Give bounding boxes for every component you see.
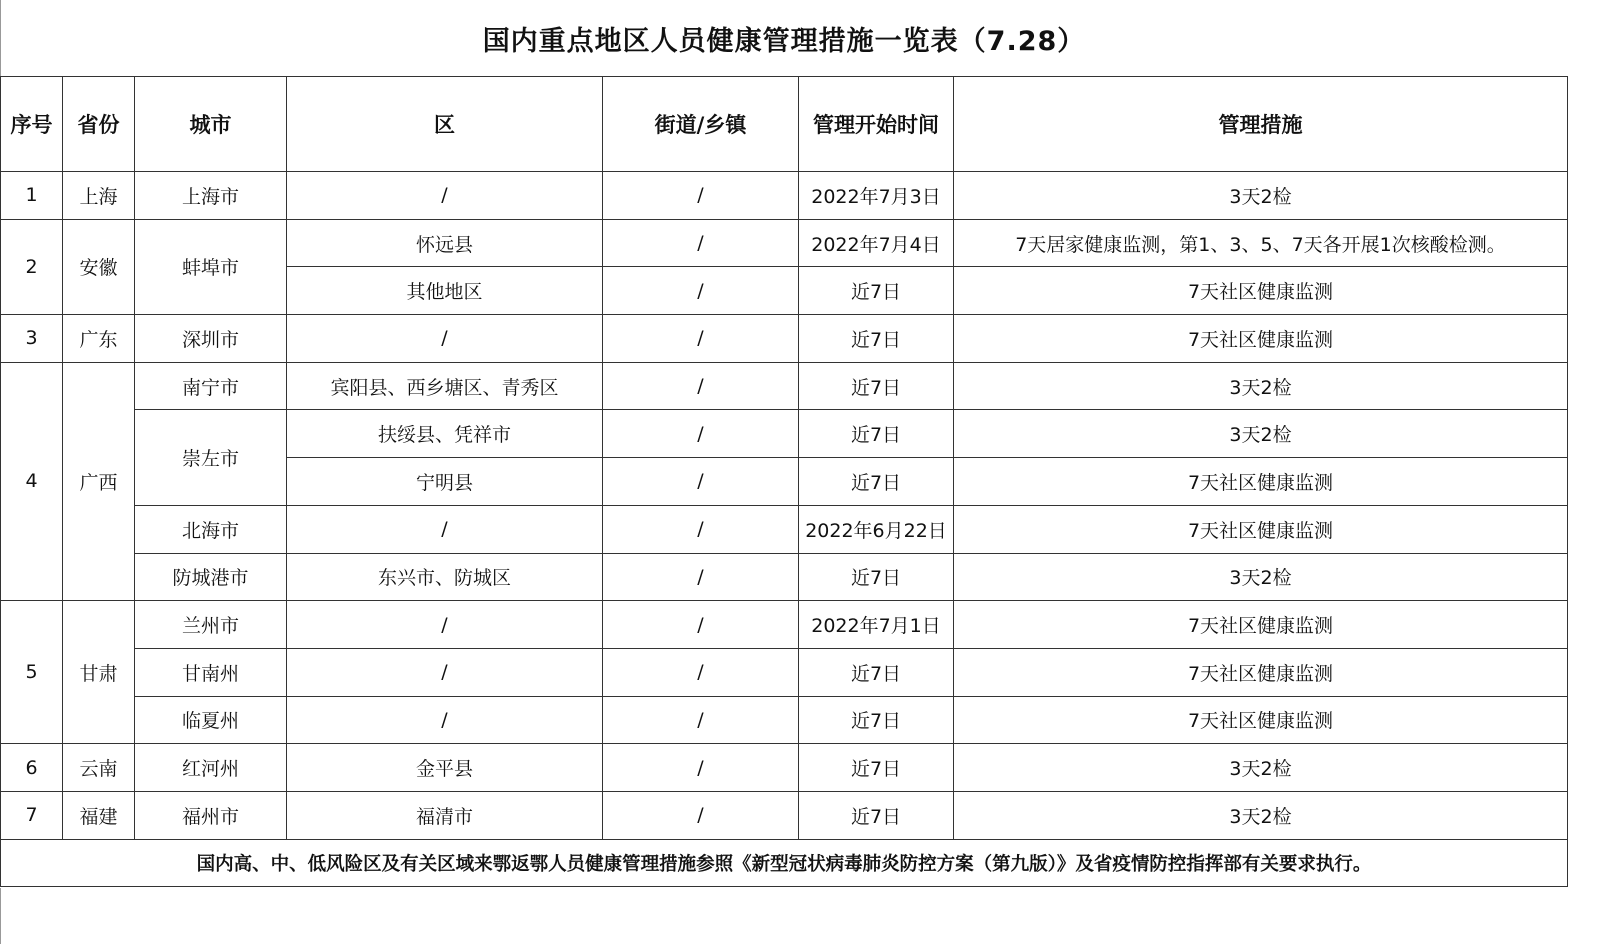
row-number: 7 bbox=[1, 791, 63, 839]
province-cell: 广西 bbox=[63, 362, 135, 600]
table-row bbox=[1, 696, 1568, 744]
district-cell: 其他地区 bbox=[287, 267, 603, 315]
district-cell: / bbox=[287, 648, 603, 696]
header-street: 街道/乡镇 bbox=[603, 77, 799, 172]
province-cell: 安徽 bbox=[63, 219, 135, 314]
header-district: 区 bbox=[287, 77, 603, 172]
city-cell: 甘南州 bbox=[135, 648, 287, 696]
district-cell: 扶绥县、凭祥市 bbox=[287, 410, 603, 458]
table-body bbox=[1, 172, 1568, 840]
table-row bbox=[1, 505, 1568, 553]
start-time-cell: 近7日 bbox=[799, 553, 954, 601]
measure-cell: 3天2检 bbox=[954, 172, 1568, 220]
district-cell: 金平县 bbox=[287, 744, 603, 792]
measure-cell: 3天2检 bbox=[954, 744, 1568, 792]
street-cell: / bbox=[603, 219, 799, 267]
table-row bbox=[1, 744, 1568, 792]
row-number: 1 bbox=[1, 172, 63, 220]
province-cell: 甘肃 bbox=[63, 601, 135, 744]
health-measures-table bbox=[0, 76, 1568, 887]
street-cell: / bbox=[603, 744, 799, 792]
district-cell: 宾阳县、西乡塘区、青秀区 bbox=[287, 362, 603, 410]
district-cell: 怀远县 bbox=[287, 219, 603, 267]
city-cell: 崇左市 bbox=[135, 410, 287, 505]
measure-cell: 3天2检 bbox=[954, 553, 1568, 601]
start-time-cell: 近7日 bbox=[799, 791, 954, 839]
province-cell: 福建 bbox=[63, 791, 135, 839]
district-cell: 宁明县 bbox=[287, 458, 603, 506]
row-number: 3 bbox=[1, 315, 63, 363]
city-cell: 临夏州 bbox=[135, 696, 287, 744]
row-number: 4 bbox=[1, 362, 63, 600]
city-cell: 兰州市 bbox=[135, 601, 287, 649]
measure-cell: 7天社区健康监测 bbox=[954, 458, 1568, 506]
street-cell: / bbox=[603, 362, 799, 410]
district-cell: / bbox=[287, 601, 603, 649]
table-row bbox=[1, 410, 1568, 458]
start-time-cell: 近7日 bbox=[799, 744, 954, 792]
measure-cell: 7天社区健康监测 bbox=[954, 696, 1568, 744]
footnote: 国内高、中、低风险区及有关区域来鄂返鄂人员健康管理措施参照《新型冠状病毒肺炎防控方案（第九版）》及省疫情防控指挥部有关要求执行。 bbox=[1, 839, 1568, 886]
province-cell: 云南 bbox=[63, 744, 135, 792]
table-row bbox=[1, 219, 1568, 267]
district-cell: 东兴市、防城区 bbox=[287, 553, 603, 601]
city-cell: 红河州 bbox=[135, 744, 287, 792]
table-row bbox=[1, 553, 1568, 601]
city-cell: 北海市 bbox=[135, 505, 287, 553]
street-cell: / bbox=[603, 696, 799, 744]
table-row bbox=[1, 362, 1568, 410]
row-number: 6 bbox=[1, 744, 63, 792]
header-start-time: 管理开始时间 bbox=[799, 77, 954, 172]
street-cell: / bbox=[603, 648, 799, 696]
table-row bbox=[1, 172, 1568, 220]
measure-cell: 7天居家健康监测，第1、3、5、7天各开展1次核酸检测。 bbox=[954, 219, 1568, 267]
street-cell: / bbox=[603, 505, 799, 553]
city-cell: 蚌埠市 bbox=[135, 219, 287, 314]
measure-cell: 3天2检 bbox=[954, 410, 1568, 458]
street-cell: / bbox=[603, 172, 799, 220]
measure-cell: 7天社区健康监测 bbox=[954, 505, 1568, 553]
table-row bbox=[1, 648, 1568, 696]
header-no: 序号 bbox=[1, 77, 63, 172]
street-cell: / bbox=[603, 267, 799, 315]
city-cell: 深圳市 bbox=[135, 315, 287, 363]
measure-cell: 7天社区健康监测 bbox=[954, 648, 1568, 696]
district-cell: 福清市 bbox=[287, 791, 603, 839]
start-time-cell: 2022年6月22日 bbox=[799, 505, 954, 553]
province-cell: 上海 bbox=[63, 172, 135, 220]
city-cell: 上海市 bbox=[135, 172, 287, 220]
measure-cell: 3天2检 bbox=[954, 791, 1568, 839]
start-time-cell: 近7日 bbox=[799, 410, 954, 458]
province-cell: 广东 bbox=[63, 315, 135, 363]
start-time-cell: 近7日 bbox=[799, 458, 954, 506]
table-row bbox=[1, 315, 1568, 363]
district-cell: / bbox=[287, 315, 603, 363]
header-row bbox=[1, 77, 1568, 172]
start-time-cell: 2022年7月4日 bbox=[799, 219, 954, 267]
district-cell: / bbox=[287, 696, 603, 744]
district-cell: / bbox=[287, 505, 603, 553]
bottom-margin bbox=[0, 888, 1567, 944]
measure-cell: 7天社区健康监测 bbox=[954, 315, 1568, 363]
table-row bbox=[1, 791, 1568, 839]
start-time-cell: 2022年7月3日 bbox=[799, 172, 954, 220]
measure-cell: 7天社区健康监测 bbox=[954, 601, 1568, 649]
row-number: 2 bbox=[1, 219, 63, 314]
street-cell: / bbox=[603, 601, 799, 649]
start-time-cell: 近7日 bbox=[799, 267, 954, 315]
street-cell: / bbox=[603, 458, 799, 506]
page-title: 国内重点地区人员健康管理措施一览表（7.28） bbox=[0, 0, 1567, 76]
street-cell: / bbox=[603, 315, 799, 363]
street-cell: / bbox=[603, 553, 799, 601]
footnote-row bbox=[1, 839, 1568, 886]
start-time-cell: 近7日 bbox=[799, 315, 954, 363]
city-cell: 南宁市 bbox=[135, 362, 287, 410]
measure-cell: 3天2检 bbox=[954, 362, 1568, 410]
header-city: 城市 bbox=[135, 77, 287, 172]
start-time-cell: 近7日 bbox=[799, 696, 954, 744]
city-cell: 防城港市 bbox=[135, 553, 287, 601]
row-number: 5 bbox=[1, 601, 63, 744]
city-cell: 福州市 bbox=[135, 791, 287, 839]
table-row bbox=[1, 601, 1568, 649]
start-time-cell: 近7日 bbox=[799, 648, 954, 696]
measure-cell: 7天社区健康监测 bbox=[954, 267, 1568, 315]
header-province: 省份 bbox=[63, 77, 135, 172]
district-cell: / bbox=[287, 172, 603, 220]
start-time-cell: 2022年7月1日 bbox=[799, 601, 954, 649]
start-time-cell: 近7日 bbox=[799, 362, 954, 410]
street-cell: / bbox=[603, 791, 799, 839]
header-measures: 管理措施 bbox=[954, 77, 1568, 172]
street-cell: / bbox=[603, 410, 799, 458]
